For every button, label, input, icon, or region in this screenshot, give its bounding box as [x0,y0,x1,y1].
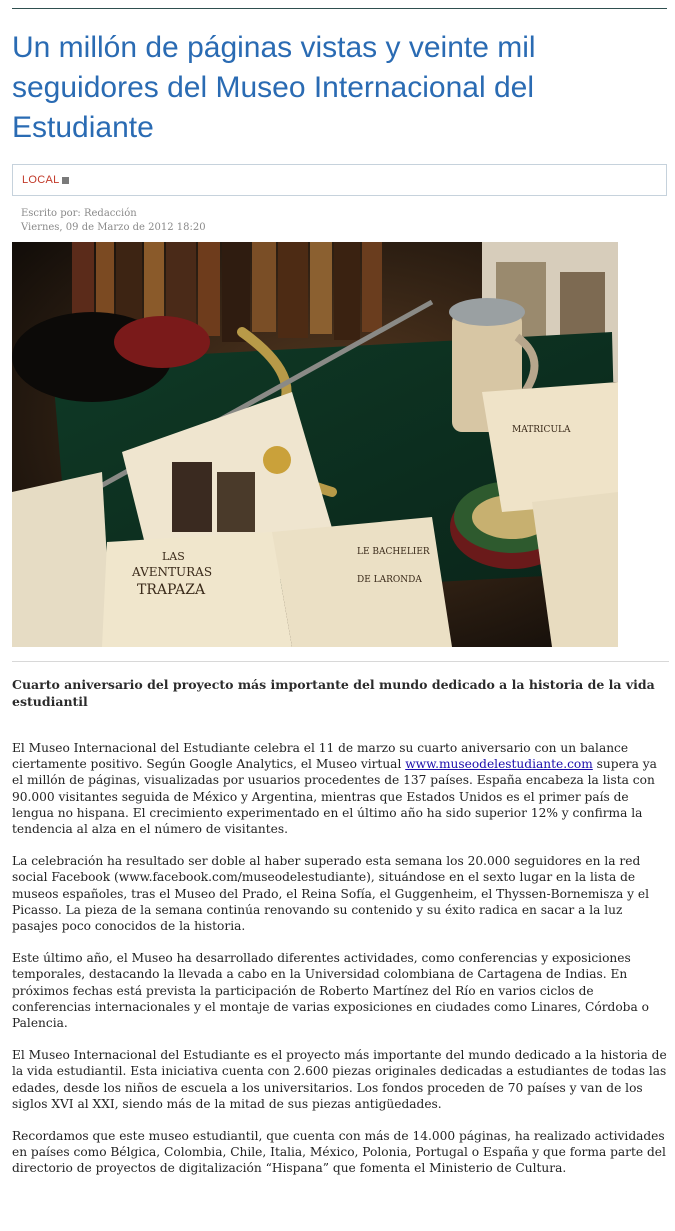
top-divider [12,8,667,9]
paragraph: La celebración ha resultado ser doble al haber superado esta semana los 20.000 seguidores en la red social Facebook (www.facebook.com/museodelestudiante), situándose en el sexto lugar en la lista de museos españoles, tras el Museo del Prado, el Reina Sofía, el Guggenheim, el Thyssen-Bornemisza y el Picasso. La pieza de la semana continúa renovando su contenido y su éxito radica en sacar a la luz pasajes poco conocidos de la historia. [12,854,649,934]
paragraph: Este último año, el Museo ha desarrollado diferentes actividades, como conferencias y exposiciones temporales, destacando la llevada a cabo en la Universidad colombiana de Cartagena de Indias. En próximos fechas está prevista la participación de Roberto Martínez del Río en varios ciclos de conferencias internacionales y el montaje de varias exposiciones en ciudades como Linares, Córdoba o Palencia. [12,951,649,1031]
museum-still-life-image [12,242,618,647]
svg-text:TRAPAZA: TRAPAZA [137,582,206,598]
svg-text:DE LARONDA: DE LARONDA [357,575,422,585]
paragraph: El Museo Internacional del Estudiante es el proyecto más importante del mundo dedicado a la historia de la vida estudiantil. Esta iniciativa cuenta con 2.600 piezas originales dedicadas a estudiantes de todas las edades, desde los niños de escuela a los universitarios. Los fondos proceden de 70 países y van de los siglos XVI al XXI, siendo más de la mitad de sus piezas antigüedades. [12,1048,667,1111]
paragraph: Recordamos que este museo estudiantil, que cuenta con más de 14.000 páginas, ha realizado actividades en países como Bélgica, Colombia, Chile, Italia, México, Polonia, Portugal o España y que forma parte del directorio de proyectos de digitalización “Hispana” que fomenta el Ministerio de Cultura. [12,1129,666,1176]
paragraph-text: supera ya el millón de páginas, visualizadas por usuarios procedentes de 137 países. España encabeza la lista con 90.000 visitantes seguida de México y Argentina, mientras que Estados Unidos es el primer país de lengua no hispana. El crecimiento experimentado en el último año ha sido superior 12% y confirma la tendencia al alza en el número de visitantes. [12,757,657,837]
category-link-local[interactable]: LOCAL [22,174,60,186]
date-line: Viernes, 09 de Marzo de 2012 18:20 [21,222,206,233]
article-photo [12,242,618,647]
article-title: Un millón de páginas vistas y veinte mil seguidores del Museo Internacional del Estudiante [12,31,536,144]
category-bar [12,164,667,196]
paragraph [12,740,670,837]
paragraph-text: El Museo Internacional del Estudiante celebra el 11 de marzo su cuarto aniversario con un balance ciertamente positivo. Según Google Analytics, el Museo virtual [12,741,629,772]
author-line: Escrito por: Redacción [21,208,137,219]
svg-text:LE BACHELIER: LE BACHELIER [357,547,430,557]
article-meta [21,207,206,235]
content-divider [12,661,669,662]
museum-website-link[interactable]: www.museodelestudiante.com [405,757,593,772]
article-subtitle: Cuarto aniversario del proyecto más importante del mundo dedicado a la historia de la vida estudiantil [12,677,655,709]
square-bullet-icon [62,177,69,184]
svg-text:LAS: LAS [162,550,185,563]
svg-text:MATRICULA: MATRICULA [512,425,571,435]
article-body [12,740,670,1193]
svg-text:AVENTURAS: AVENTURAS [132,565,213,579]
